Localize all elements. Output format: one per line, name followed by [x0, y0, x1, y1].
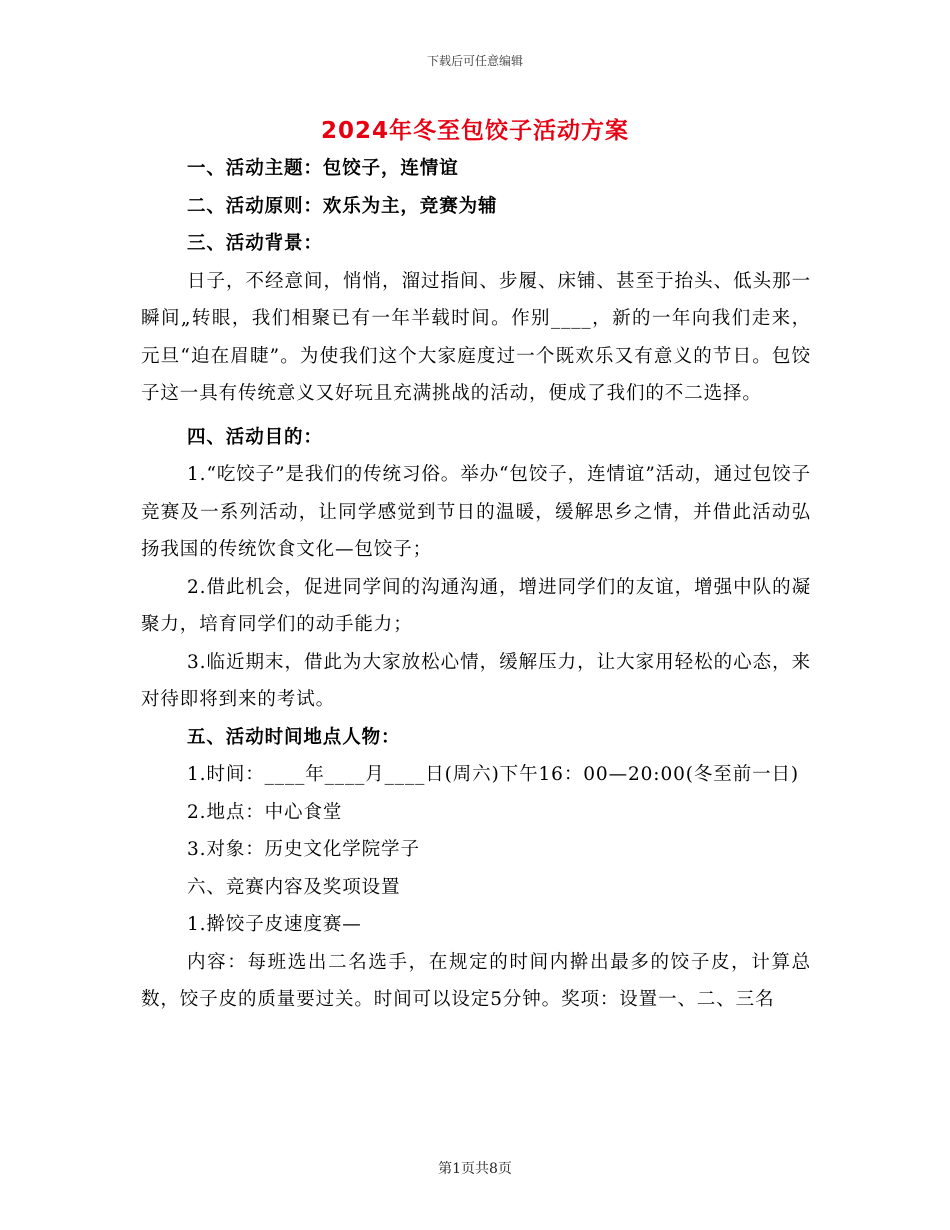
- background-paragraph: 日子，不经意间，悄悄，溜过指间、步履、床铺、甚至于抬头、低头那一瞬间„转眼，我们相聚已有一年半载时间。作别____，新的一年向我们走来，元旦“迫在眉睫”。为使我们这个大家庭度过一个既欢乐又有意义的节日。包饺子这一具有传统意义又好玩且充满挑战的活动，便成了我们的不二选择。: [141, 270, 811, 404]
- page-header: 下载后可任意编辑: [426, 54, 523, 68]
- document-body: [141, 150, 811, 1019]
- purpose-item-1: 1.“吃饺子”是我们的传统习俗。举办“包饺子，连情谊”活动，通过包饺子竞赛及一系列活动，让同学感觉到节日的温暖，缓解思乡之情，并借此活动弘扬我国的传统饮食文化—包饺子；: [141, 464, 811, 560]
- time-item: 1.时间：____年____月____日(周六)下午16：00—20:00(冬至前一日): [187, 764, 800, 785]
- contest-item-1: 1.擀饺子皮速度赛—: [187, 914, 362, 935]
- purpose-item-2: 2.借此机会，促进同学间的沟通沟通，增进同学们的友谊，增强中队的凝聚力，培育同学们的动手能力；: [141, 576, 811, 635]
- section-heading-time-place: 五、活动时间地点人物：: [187, 726, 401, 748]
- page-footer: 第1页共8页: [438, 1161, 512, 1177]
- place-item: 2.地点：中心食堂: [187, 801, 343, 823]
- purpose-item-3: 3.临近期末，借此为大家放松心情，缓解压力，让大家用轻松的心态，来对待即将到来的考试。: [141, 651, 811, 710]
- section-heading-contest: 六、竞赛内容及奖项设置: [187, 876, 401, 898]
- section-heading-principle: 二、活动原则：欢乐为主，竞赛为辅: [187, 195, 498, 217]
- audience-item: 3.对象：历史文化学院学子: [187, 839, 420, 860]
- section-heading-theme: 一、活动主题：包饺子，连情谊: [187, 158, 459, 179]
- document-title: 2024年冬至包饺子活动方案: [320, 118, 629, 144]
- section-heading-background: 三、活动背景：: [187, 233, 323, 254]
- section-heading-purpose: 四、活动目的：: [187, 426, 323, 448]
- contest-item-1-content: 内容：每班选出二名选手，在规定的时间内擀出最多的饺子皮，计算总数，饺子皮的质量要过关。时间可以设定5分钟。奖项：设置一、二、三名: [141, 951, 811, 1010]
